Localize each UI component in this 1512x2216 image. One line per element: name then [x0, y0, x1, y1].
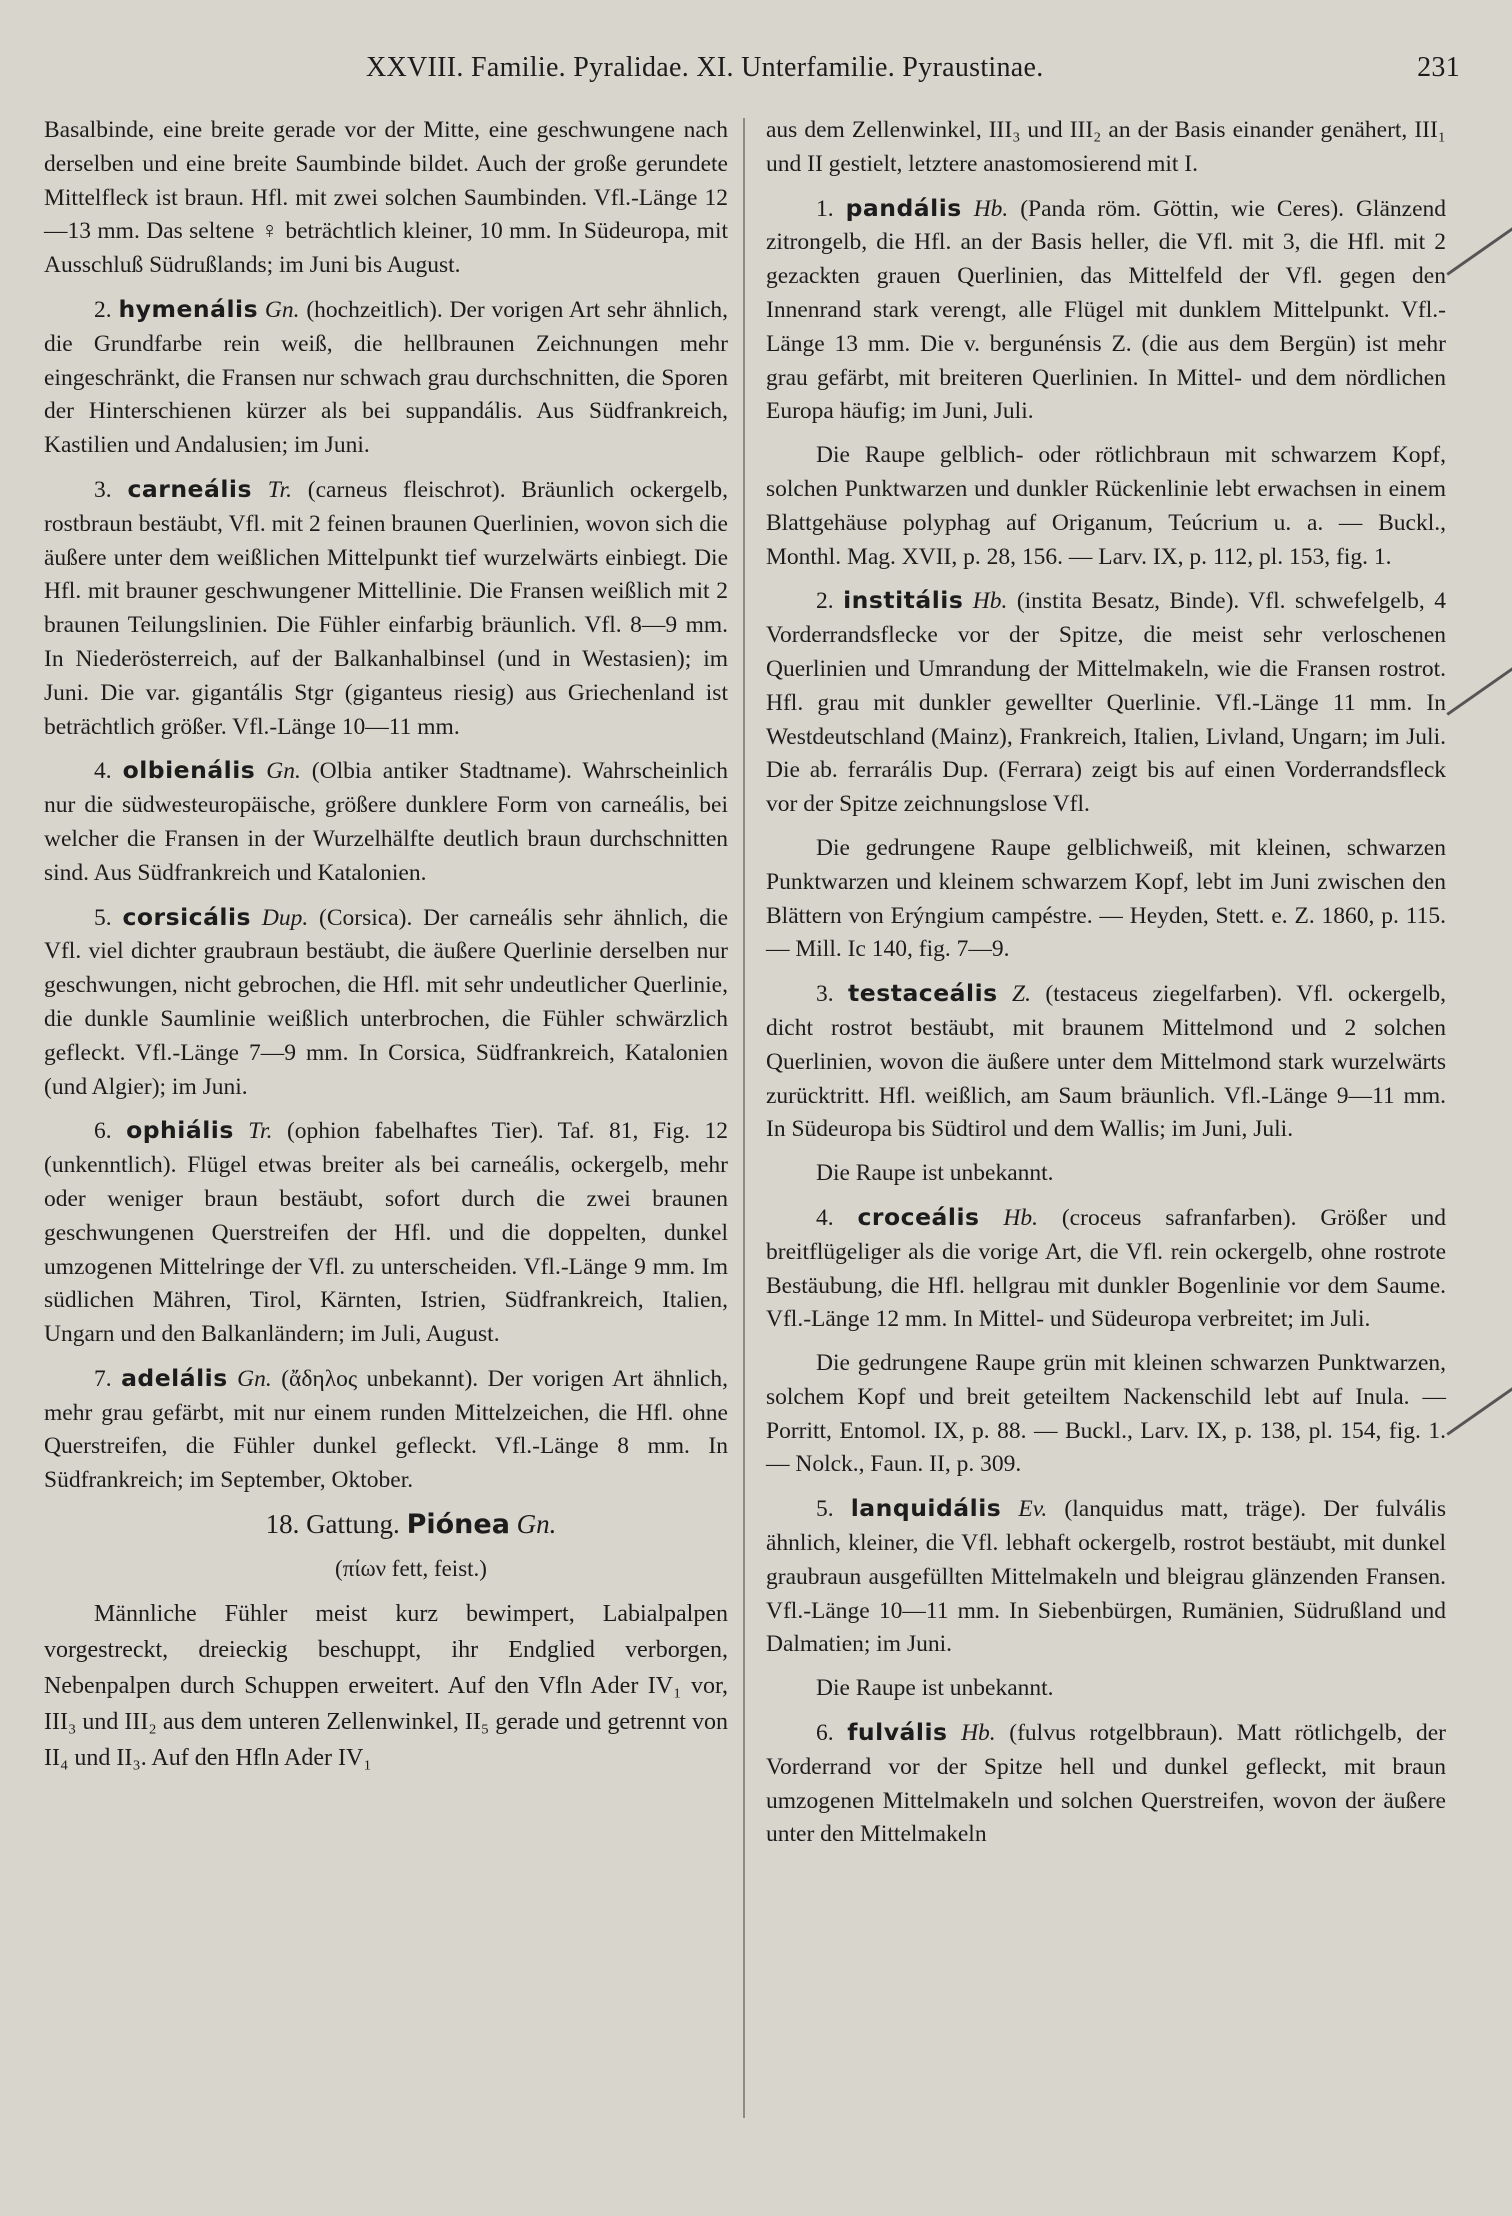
- species-number: 3.: [94, 476, 112, 503]
- species-number: 3.: [816, 981, 834, 1008]
- species-description: (Olbia antiker Stadtname). Wahrscheinlich nur die südwesteuropäische, größere dunklere Form von carneális, bei welcher die Fransen in der Wurzelhälfte deutlich braun durchschnitten sind. Aus Südfrankreich und Katalonien.: [44, 758, 728, 886]
- species-description: Die Raupe gelblich- oder rötlichbraun mit schwarzem Kopf, solchen Punktwarzen und dunkler Rückenlinie lebt erwachsen in einem Blattgehäuse polyphag auf Origanum, Teúcrium u. a. — Buckl., Monthl. Mag. XVII, p. 28, 156. — Larv. IX, p. 112, pl. 153, fig. 1.: [766, 442, 1446, 570]
- running-header: [40, 52, 1460, 92]
- genus-author: Gn.: [516, 1509, 557, 1540]
- genus-name: Piónea: [406, 1509, 510, 1541]
- species-description: (fulvus rotgelbbraun). Matt rötlichgelb, der Vorderrand vor der Spitze hell und dunkel gefleckt, mit braun umzogenen Mittelmakeln und solchen Querstreifen, wovon der äußere unter den Mittelmakeln: [766, 1720, 1446, 1848]
- species-entry: [766, 1492, 1446, 1662]
- right-species-list: [766, 192, 1446, 1853]
- species-name: testaceális: [848, 979, 998, 1008]
- species-author: Gn.: [264, 296, 300, 323]
- species-description: (Corsica). Der carneális sehr ähnlich, die Vfl. viel dichter graubraun bestäubt, die äußere Querlinie derselben nur geschwungen, nicht gebrochen, die Hfl. mit sehr undeutlicher Querlinie, die dunkle Saumlinie weißlich unterbrochen, die Fühler schwärzlich gefleckt. Vfl.-Länge 7—9 mm. In Corsica, Südfrankreich, Katalonien (und Algier); im Juni.: [44, 904, 729, 1100]
- species-description: Die gedrungene Raupe grün mit kleinen schwarzen Punktwarzen, solchem Kopf und breit geteiltem Nackenschild lebt auf Inula. — Porritt, Entomol. IX, p. 88. — Buckl., Larv. IX, p. 138, pl. 154, fig. 1. — Nolck., Faun. II, p. 309.: [766, 1350, 1446, 1478]
- species-author: Hb.: [973, 195, 1009, 222]
- species-author: Tr.: [248, 1118, 273, 1145]
- species-number: 4.: [816, 1204, 834, 1231]
- species-name: adelális: [121, 1363, 228, 1392]
- species-name: corsicális: [122, 902, 252, 931]
- pencil-mark: [1446, 227, 1512, 275]
- species-author: Hb.: [972, 588, 1008, 615]
- species-description: Die Raupe ist unbekannt.: [816, 1675, 1054, 1702]
- species-description: (Panda röm. Göttin, wie Ceres). Glänzend zitrongelb, die Hfl. an der Basis heller, die Vfl. mit 3, die Hfl. mit 2 gezackten grauen Querlinien, das Mittelfeld der Vfl. gegen den Innenrand stark verengt, alle Flügel mit dunklem Mittelpunkt. Vfl.-Länge 13 mm. Die v. bergunénsis Z. (die aus dem Bergün) ist mehr grau gefärbt, mit breiteren Querlinien. In Mittel- und dem nördlichen Europa häufig; im Juni, Juli.: [766, 195, 1446, 425]
- pencil-mark: [1446, 1387, 1512, 1435]
- species-name: pandális: [845, 193, 962, 222]
- species-name: fulvális: [847, 1718, 948, 1747]
- larva-paragraph: [766, 1157, 1446, 1191]
- header-title: XXVIII. Familie. Pyralidae. XI. Unterfamilie. Pyraustinae.: [366, 52, 1044, 83]
- species-number: 7.: [94, 1365, 112, 1392]
- species-name: carneális: [127, 474, 252, 503]
- genus-heading-prefix: 18. Gattung.: [265, 1509, 400, 1540]
- species-description: (lanquidus matt, träge). Der fulvális ähnlich, kleiner, die Vfl. lebhaft ockergelb, rostrot bestäubt, mit dunkel graubraun ausgefüllten Mittelmakeln und bleigrau glänzenden Fransen. Vfl.-Länge 10—11 mm. In Siebenbürgen, Rumänien, Südrußland und Dalmatien; im Juni.: [766, 1496, 1447, 1658]
- larva-paragraph: [766, 832, 1446, 967]
- species-number: 5.: [816, 1496, 834, 1523]
- species-author: Dup.: [261, 904, 309, 931]
- genus-description: Männliche Fühler meist kurz bewimpert, Labialpalpen vorgestreckt, dreieckig beschuppt, ihr Endglied verborgen, Nebenpalpen durch Schuppen erweitert. Auf den Vfln Ader IV₁ vor, III₃ und III₂ aus dem unteren Zellenwinkel, II₅ gerade und getrennt von II₄ und II₃. Auf den Hfln Ader IV₁: [44, 1600, 728, 1771]
- species-number: 1.: [816, 195, 834, 222]
- species-author: Ev.: [1018, 1496, 1048, 1523]
- right-intro-paragraph: aus dem Zellenwinkel, III₃ und III₂ an der Basis einander genähert, III₁ und II gestielt, letztere anastomosierend mit I.: [766, 117, 1446, 177]
- left-column: [44, 114, 728, 1786]
- species-number: 6.: [94, 1118, 112, 1145]
- species-entry: [44, 293, 728, 463]
- species-author: Gn.: [266, 758, 301, 785]
- species-name: lanquidális: [850, 1494, 1002, 1523]
- species-description: (ophion fabelhaftes Tier). Taf. 81, Fig. 12 (unkenntlich). Flügel etwas breiter als bei carneális, ockergelb, mehr oder weniger braun bestäubt, sofort durch die zwei braunen geschwungenen Querstreifen der Hfl. und die doppelten, dunkel umzogenen Mittelringe der Vfl. zu unterscheiden. Vfl.-Länge 9 mm. Im südlichen Mähren, Tirol, Kärnten, Istrien, Südfrankreich, Italien, Ungarn und den Balkanländern; im Juli, August.: [44, 1118, 729, 1348]
- species-name: hymenális: [118, 294, 259, 323]
- species-name: institális: [843, 586, 964, 615]
- species-entry: [766, 1201, 1446, 1337]
- right-column: [766, 114, 1446, 1862]
- genus-etymology: (πίων fett, feist.): [335, 1555, 487, 1581]
- species-author: Z.: [1012, 981, 1031, 1008]
- species-author: Tr.: [267, 476, 292, 503]
- species-entry: [766, 192, 1446, 430]
- species-entry: [44, 901, 728, 1105]
- species-author: Hb.: [961, 1720, 996, 1747]
- species-number: 6.: [816, 1720, 834, 1747]
- species-description: (institа Besatz, Binde). Vfl. schwefelgelb, 4 Vorderrandsflecke vor der Spitze, die meist sehr verloschenen Querlinien und Umrandung der Mittelmakeln, wie die Fransen rostrot. Hfl. grau mit dunkler gewellter Querlinie. Vfl.-Länge 11 mm. In Westdeutschland (Mainz), Frankreich, Italien, Livland, Ungarn; im Juli. Die ab. ferrarális Dup. (Ferrara) zeigt bis auf einen Vorderrandsfleck vor der Spitze zeichnungslose Vfl.: [766, 588, 1446, 818]
- species-entry: [44, 1114, 728, 1352]
- genus-heading: [44, 1508, 728, 1542]
- larva-paragraph: [766, 439, 1446, 574]
- page-number: 231: [1417, 52, 1460, 83]
- species-name: croceális: [857, 1202, 980, 1231]
- species-author: Gn.: [237, 1365, 272, 1392]
- species-description: (carneus fleischrot). Bräunlich ockergelb, rostbraun bestäubt, Vfl. mit 2 feinen braunen Querlinien, wovon sich die äußere unter dem weißlichen Mittelpunkt tief wurzelwärts einbiegt. Die Hfl. mit brauner geschwungener Mittellinie. Die Fransen weißlich mit 2 braunen Teilungslinien. Die Fühler einfarbig bräunlich. Vfl. 8—9 mm. In Niederösterreich, auf der Balkanhalbinsel (und in Westasien); im Juni. Die var. gigantális Stgr (giganteus riesig) aus Griechenland ist beträchtlich größer. Vfl.-Länge 10—11 mm.: [44, 476, 729, 740]
- species-number: 5.: [94, 904, 112, 931]
- species-description: Die gedrungene Raupe gelblichweiß, mit kleinen, schwarzen Punktwarzen und kleinem schwarzem Kopf, lebt im Juni zwischen den Blättern von Erýngium campéstre. — Heyden, Stett. e. Z. 1860, p. 115. — Mill. Ic 140, fig. 7—9.: [766, 834, 1446, 963]
- species-author: Hb.: [1003, 1204, 1038, 1231]
- species-description: Die Raupe ist unbekannt.: [816, 1160, 1054, 1187]
- species-number: 4.: [94, 758, 112, 785]
- species-entry: [44, 1362, 728, 1498]
- pencil-mark: [1446, 667, 1512, 715]
- species-entry: [766, 1716, 1446, 1852]
- species-number: 2.: [816, 588, 834, 615]
- species-description: (ἄδηλος unbekannt). Der vorigen Art ähnlich, mehr grau gefärbt, mit nur einem runden Mittelzeichen, die Hfl. ohne Querstreifen, die Fühler dunkel gefleckt. Vfl.-Länge 8 mm. In Südfrankreich; im September, Oktober.: [44, 1365, 728, 1494]
- column-divider: [743, 118, 745, 2118]
- species-description: (hochzeitlich). Der vorigen Art sehr ähnlich, die Grundfarbe rein weiß, die hellbraunen Zeichnungen mehr eingeschränkt, die Fransen nur schwach grau durchschnitten, die Sporen der Hinterschienen kürzer als bei suppandális. Aus Südfrankreich, Kastilien und Andalusien; im Juni.: [44, 296, 728, 459]
- species-name: olbienális: [122, 756, 256, 785]
- species-entry: [766, 977, 1446, 1147]
- left-species-list: [44, 293, 728, 1498]
- left-intro-paragraph: Basalbinde, eine breite gerade vor der Mitte, eine geschwungene nach derselben und eine breite Saumbinde bildet. Auch der große gerundete Mittelfleck ist braun. Hfl. mit zwei solchen Saumbinden. Vfl.-Länge 12—13 mm. Das seltene ♀ beträchtlich kleiner, 10 mm. In Südeuropa, mit Ausschluß Südrußlands; im Juni bis August.: [44, 117, 728, 279]
- species-name: ophiális: [126, 1116, 234, 1145]
- species-entry: [44, 473, 728, 744]
- species-number: 2.: [94, 296, 112, 323]
- species-description: (testaceus ziegelfarben). Vfl. ockergelb, dicht rostrot bestäubt, mit braunem Mittelmond und 2 solchen Querlinien, wovon die äußere unter dem Mittelmond stark wurzelwärts zurücktritt. Hfl. weißlich, am Saum bräunlich. Vfl.-Länge 9—11 mm. In Südeuropa bis Südtirol und dem Wallis; im Juni, Juli.: [766, 981, 1447, 1143]
- larva-paragraph: [766, 1672, 1446, 1706]
- species-entry: [766, 584, 1446, 822]
- larva-paragraph: [766, 1347, 1446, 1482]
- species-entry: [44, 754, 728, 890]
- species-description: (croceus safranfarben). Größer und breitflügeliger als die vorige Art, die Vfl. rein ockergelb, ohne rostrote Bestäubung, die Hfl. hellgrau mit dunkler Bogenlinie vor dem Saume. Vfl.-Länge 12 mm. In Mittel- und Südeuropa verbreitet; im Juli.: [766, 1204, 1446, 1333]
